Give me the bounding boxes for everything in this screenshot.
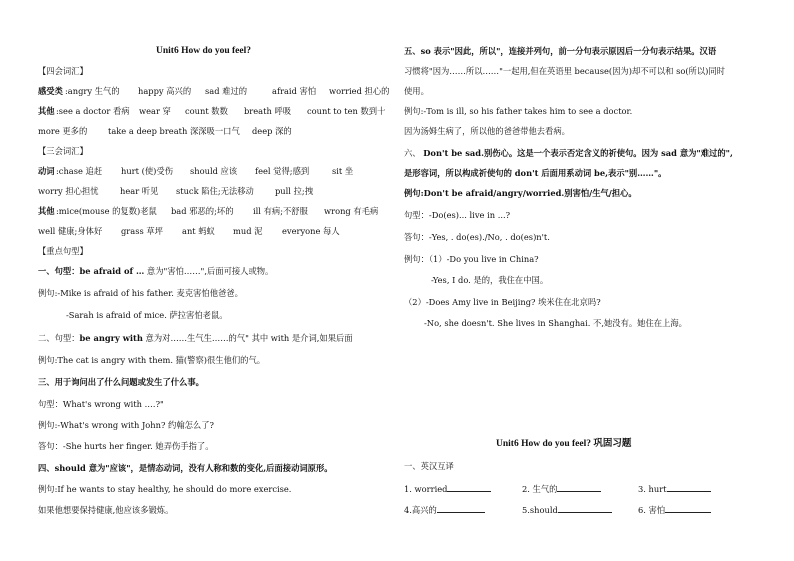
point-3-pattern: 句型：What's wrong with .…?"	[38, 399, 164, 409]
point-5-translation: 因为汤姆生病了，所以他的爸爸带他去看病。	[404, 126, 570, 136]
word-ill: ill 有病;不舒服	[253, 206, 308, 216]
word-happy: happy 高兴的	[138, 86, 192, 96]
question-5: 5.should	[522, 504, 612, 516]
live-in-example-2: （2）-Does Amy live in Beijing? 埃米住在北京吗?	[404, 297, 601, 307]
word-chase: :chase 追赶	[56, 166, 103, 176]
word-afraid: afraid 害怕	[272, 86, 317, 96]
word-sad: sad 难过的	[205, 86, 248, 96]
point-4-example: 例句:If he wants to stay healthy, he should do more exercise.	[38, 484, 292, 494]
word-hear: hear 听见	[120, 186, 159, 196]
point-1-pattern: 一、句型：be afraid of …	[38, 266, 145, 276]
word-feel: feel 觉得;感到	[255, 166, 310, 176]
point-6-prefix: 六、	[404, 148, 424, 158]
point-6-heading	[404, 148, 733, 159]
word-stuck: stuck 陷住;无法移动	[176, 186, 254, 196]
live-in-example-2-answer: -No, she doesn't. She lives in Shanghai. 不,她没有。她住在上海。	[424, 318, 687, 328]
point-2-example: 例句:The cat is angry with them. 猫(警察)很生他们的气。	[38, 355, 266, 365]
page-title: Unit6 How do you feel?	[156, 46, 251, 56]
point-1-heading	[38, 266, 273, 277]
word-wrong: wrong 有毛病	[324, 206, 379, 216]
word-sit: sit 坐	[332, 166, 354, 176]
point-1-example-1: 例句:-Mike is afraid of his father. 麦克害怕他爸爸。	[38, 288, 243, 298]
live-in-example-1-answer: -Yes, I do. 是的，我住在中国。	[431, 275, 549, 285]
live-in-pattern: 句型：-Do(es)... live in ...?	[404, 210, 511, 220]
question-6: 6. 害怕	[638, 504, 711, 516]
point-5-heading: 五、so 表示"因此，所以"，连接并列句，前一分句表示原因后一分句表示结果。汉语	[404, 46, 717, 56]
label-others: 其他	[38, 106, 55, 116]
word-pull: pull 拉;拽	[275, 186, 313, 196]
point-2-prefix: 二、句型：	[38, 333, 80, 343]
word-deep: deep 深的	[252, 126, 292, 136]
word-well: well 健康;身体好	[38, 226, 103, 236]
question-2: 2. 生气的	[522, 483, 601, 495]
word-hurt: hurt (使)受伤	[121, 166, 173, 176]
point-1-example-2: -Sarah is afraid of mice. 萨拉害怕老鼠。	[66, 310, 228, 320]
point-3-answer: 答句：-She hurts her finger. 她弄伤手指了。	[38, 441, 214, 451]
word-see-a-doctor: :see a doctor 看病	[56, 106, 130, 116]
point-4-translation: 如果他想要保持健康,他应该多锻炼。	[38, 505, 174, 515]
word-more: more 更多的	[38, 126, 88, 136]
word-grass: grass 草坪	[121, 226, 163, 236]
word-count: count 数数	[185, 106, 228, 116]
word-bad: bad 邪恶的;坏的	[171, 206, 234, 216]
point-3-example: 例句:-What's wrong with John? 约翰怎么了?	[38, 420, 214, 430]
live-in-example-1: 例句：（1）-Do you live in China?	[404, 254, 539, 264]
point-1-explanation: 意为"害怕……",后面可接人或物。	[144, 266, 274, 276]
label-feelings: 感受类	[38, 86, 63, 96]
question-3: 3. hurt	[638, 483, 711, 495]
question-1: 1. worried	[404, 483, 491, 495]
point-2-pattern: be angry with	[79, 333, 143, 343]
point-5-line-2: 习惯将"因为……所以……"一起用,但在英语里 because(因为)却不可以和 so(所以)同时	[404, 66, 725, 76]
section-three-skill-vocab: 【三会词汇】	[38, 146, 88, 156]
word-count-to-ten: count to ten 数到十	[307, 106, 386, 116]
section-key-sentences: 【重点句型】	[38, 246, 88, 256]
word-take-a-deep-breath: take a deep breath 深深吸一口气	[108, 126, 240, 136]
point-4-heading: 四、should 意为"应该"，是情态动词，没有人称和数的变化,后面接动词原形。	[38, 463, 333, 473]
point-6-line-1: Don't be sad.别伤心。这是一个表示否定含义的祈使句。因为 sad 意为"难过的",	[423, 148, 733, 158]
word-worried: worried 担心的	[329, 86, 390, 96]
word-angry: :angry 生气的	[65, 86, 120, 96]
point-5-line-3: 使用。	[404, 86, 429, 96]
point-6-line-3: 例句:Don't be afraid/angry/worried.别害怕/生气/担心。	[404, 188, 637, 198]
word-breath: breath 呼吸	[244, 106, 292, 116]
word-mice: :mice(mouse 的复数)老鼠	[56, 206, 157, 216]
point-2-explanation: 意为对……生气生……的气" 其中 with 是介词,如果后面	[142, 333, 353, 343]
word-should: should 应该	[190, 166, 238, 176]
label-verbs: 动词	[38, 166, 55, 176]
word-everyone: everyone 每人	[282, 226, 340, 236]
exercise-title: Unit6 How do you feel? 巩固习题	[496, 439, 632, 449]
word-wear: wear 穿	[139, 106, 171, 116]
label-others-2: 其他	[38, 206, 55, 216]
section-four-skill-vocab: 【四会词汇】	[38, 66, 88, 76]
word-mud: mud 泥	[233, 226, 263, 236]
exercise-section-heading: 一、英汉互译	[404, 461, 454, 471]
point-5-example: 例句:-Tom is ill, so his father takes him to see a doctor.	[404, 106, 633, 116]
point-3-heading: 三、用于询问出了什么问题或发生了什么事。	[38, 377, 204, 387]
point-2-heading	[38, 333, 353, 344]
point-6-line-2: 是形容词，所以构成祈使句的 don't 后面用系动词 be,表示"别……"。	[404, 168, 667, 178]
live-in-answer: 答句：-Yes, . do(es)./No, . do(es)n't.	[404, 232, 550, 242]
word-ant: ant 蚂蚁	[182, 226, 215, 236]
word-worry: worry 担心担忧	[38, 186, 99, 196]
question-4: 4.高兴的	[404, 504, 485, 516]
